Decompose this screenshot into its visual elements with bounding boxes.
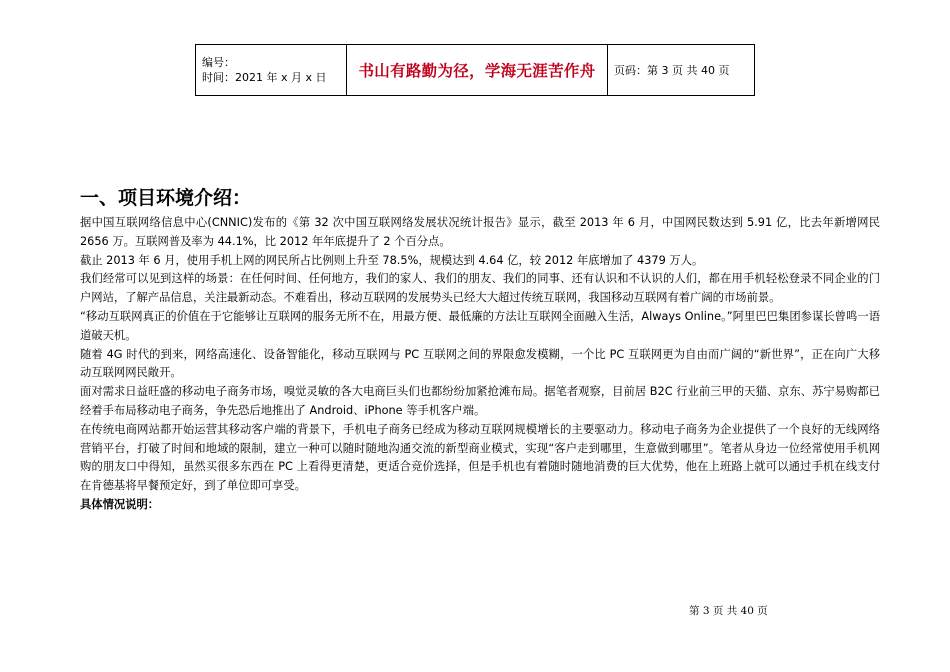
header-table: [195, 44, 755, 96]
paragraph: “移动互联网真正的价值在于它能够让互联网的服务无所不在，用最方便、最低廉的方法让互联网全面融入生活，Always Online。”阿里巴巴集团参谋长曾鸣一语道破天机。: [80, 309, 880, 342]
footer-page-number: 第 3 页 共 40 页: [689, 605, 768, 617]
time-label: 时间：2021 年 x 月 x 日: [202, 71, 327, 84]
paragraph: 据中国互联网络信息中心(CNNIC)发布的《第 32 次中国互联网络发展状况统计报告》显示，截至 2013 年 6 月，中国网民数达到 5.91 亿，比去年新增网民 2656 万。互联网普及率为 44.1%，比 2012 年年底提升了 2 个百分点。: [80, 216, 880, 248]
section-body: [80, 214, 880, 515]
paragraph: 我们经常可以见到这样的场景：在任何时间、任何地方，我们的家人、我们的朋友、我们的同事、还有认识和不认识的人们，都在用手机轻松登录不同企业的门户网站，了解产品信息，关注最新动态。不难看出，移动互联网的发展势头已经大大超过传统互联网，我国移动互联网有着广阔的市场前景。: [80, 272, 880, 305]
header-meta-cell: [196, 45, 347, 96]
section-title: 一、项目环境介绍：: [80, 187, 252, 209]
number-label: 编号：: [202, 56, 235, 69]
subheading: 具体情况说明：: [80, 497, 160, 511]
paragraph: 随着 4G 时代的到来，网络高速化、设备智能化，移动互联网与 PC 互联网之间的界限愈发模糊，一个比 PC 互联网更为自由而广阔的“新世界”，正在向广大移动互联网网民敞开。: [80, 347, 880, 380]
page-info: 页码：第 3 页 共 40 页: [614, 64, 730, 77]
motto-text: 书山有路勤为径，学海无涯苦作舟: [358, 61, 596, 80]
paragraph: 面对需求日益旺盛的移动电子商务市场，嗅觉灵敏的各大电商巨头们也都纷纷加紧抢滩布局。据笔者观察，目前居 B2C 行业前三甲的天猫、京东、苏宁易购都已经着手布局移动电子商务，争先恐后地推出了 Android、iPhone 等手机客户端。: [80, 385, 880, 417]
header-page-cell: [608, 45, 755, 96]
paragraph: 截止 2013 年 6 月，使用手机上网的网民所占比例则上升至 78.5%，规模达到 4.64 亿，较 2012 年底增加了 4379 万人。: [80, 253, 704, 267]
paragraph: 在传统电商网站都开始运营其移动客户端的背景下，手机电子商务已经成为移动互联网规模增长的主要驱动力。移动电子商务为企业提供了一个良好的无线网络营销平台，打破了时间和地域的限制，建立一种可以随时随地沟通交流的新型商业模式，实现“客户走到哪里，生意做到哪里”。笔者从身边一位经常使用手机网购的朋友口中得知，虽然买很多东西在 PC 上看得更清楚，更适合竞价选择，但是手机也有着随时随地消费的巨大优势，他在上班路上就可以通过手机在线支付在肯德基将早餐预定好，到了单位即可享受。: [80, 422, 880, 493]
header-motto-cell: [347, 45, 608, 96]
